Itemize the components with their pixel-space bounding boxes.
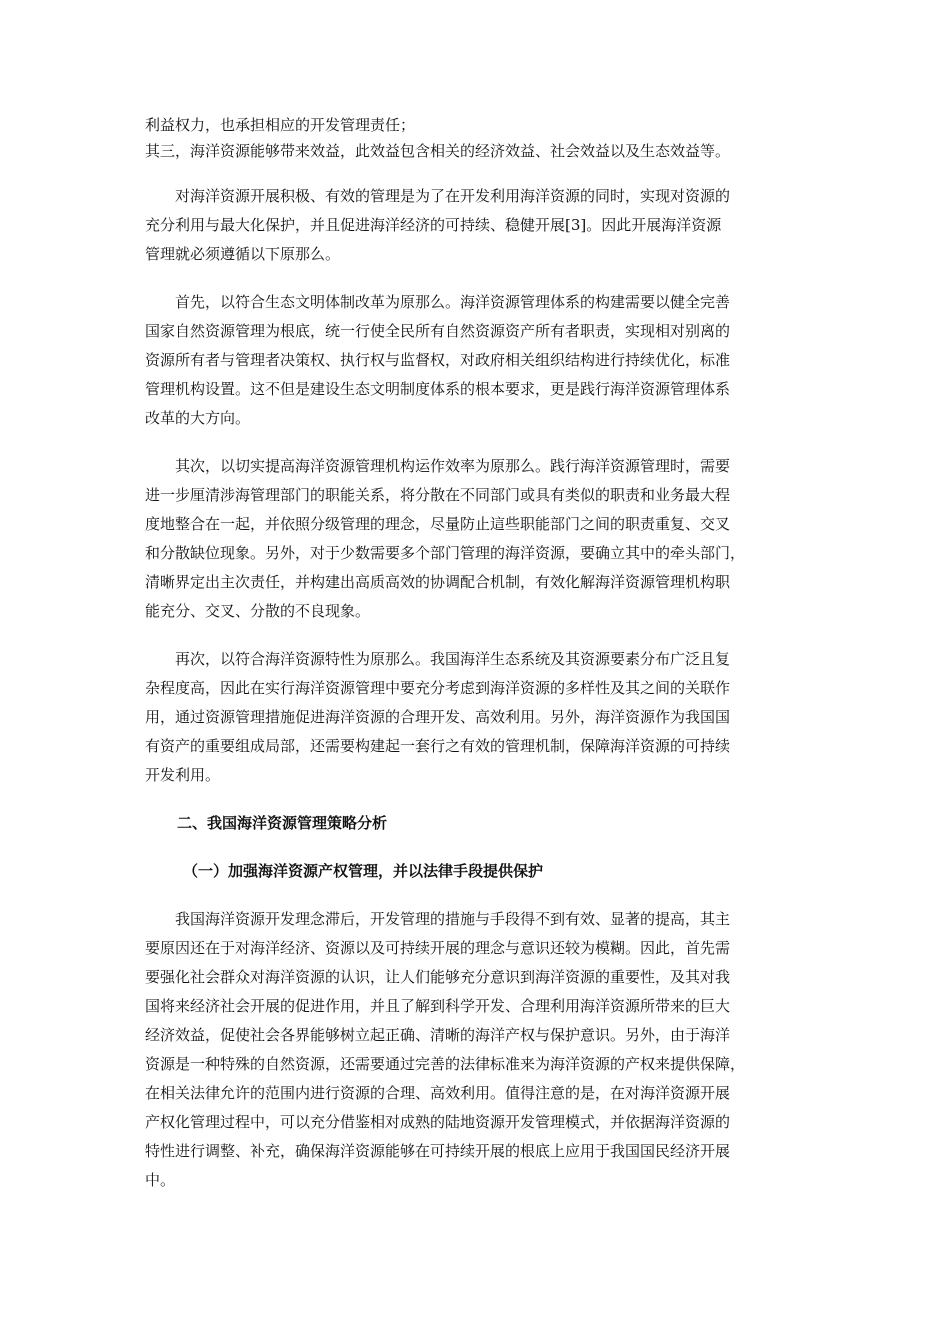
intro-line: 利益权力，也承担相应的开发管理责任； — [145, 116, 416, 134]
body-paragraph: 我国海洋资源开发理念滞后，开发管理的措施与手段得不到有效、显著的提高，其主 要原因还在于对海洋经济、资源以及可持续开展的理念与意识还较为模糊。因此，首先需 要强化社会群众对海洋资源的认识，让人们能够充分意识到海洋资源的重要性，及其对我 国将来经济社会开展的促进作用，并且了解到科学开发、合理利用海洋资源所带来的巨大 经济效益，促使社会各界能够树立起正确、清晰的海洋产权与保护意识。另外，由于海洋 资源是一种特殊的自然资源，还需要通过完善的法律标准来为海洋资源的产权来提供保障， 在相关法律允许的范围内进行资源的合理、高效利用。值得注意的是，在对海洋资源开展 产权化管理过程中，可以充分借鉴相对成熟的陆地资源开发管理模式，并依据海洋资源的 特性进行调整、补充，确保海洋资源能够在可持续开展的根底上应用于我国国民经济开展 中。 — [145, 910, 746, 1189]
body-paragraph: 其次，以切实提高海洋资源管理机构运作效率为原那么。践行海洋资源管理时，需要 进一步厘清涉海管理部门的职能关系，将分散在不同部门或具有类似的职责和业务最大程 度地整合在一起，并依照分级管理的理念，尽量防止這些职能部门之间的职责重复、交叉 和分散缺位现象。另外，对于少数需要多个部门管理的海洋资源，要确立其中的牵头部门， 清晰界定出主次责任，并构建出高质高效的协调配合机制，有效化解海洋资源管理机构职 能充分、交叉、分散的不良现象。 — [145, 457, 746, 620]
subsection-heading: （一）加强海洋资源产权管理，并以法律手段提供保护 — [183, 862, 544, 880]
body-paragraph: 对海洋资源开展积极、有效的管理是为了在开发利用海洋资源的同时，实现对资源的 充分利用与最大化保护，并且促进海洋经济的可持续、稳健开展[3]。因此开展海洋资源 管理就必须遵循以下原那么。 — [145, 187, 731, 263]
body-paragraph: 首先，以符合生态文明体制改革为原那么。海洋资源管理体系的构建需要以健全完善 国家自然资源管理为根底，统一行使全民所有自然资源资产所有者职责，实现相对别离的 资源所有者与管理者决策权、执行权与监督权，对政府相关组织结构进行持续优化，标准 管理机构设置。这不但是建设生态文明制度体系的根本要求，更是践行海洋资源管理体系 改革的大方向。 — [145, 293, 731, 427]
section-heading: 二、我国海洋资源管理策略分析 — [177, 814, 388, 832]
body-paragraph: 再次，以符合海洋资源特性为原那么。我国海洋生态系统及其资源要素分布广泛且复 杂程度高，因此在实行海洋资源管理中要充分考虑到海洋资源的多样性及其之间的关联作 用，通过资源管理措施促进海洋资源的合理开发、高效利用。另外，海洋资源作为我国国 有资产的重要组成局部，还需要构建起一套行之有效的管理机制，保障海洋资源的可持续 开发利用。 — [145, 650, 731, 784]
intro-line: 其三，海洋资源能够带来效益，此效益包含相关的经济效益、社会效益以及生态效益等。 — [145, 142, 731, 160]
document-page — [145, 112, 805, 1195]
